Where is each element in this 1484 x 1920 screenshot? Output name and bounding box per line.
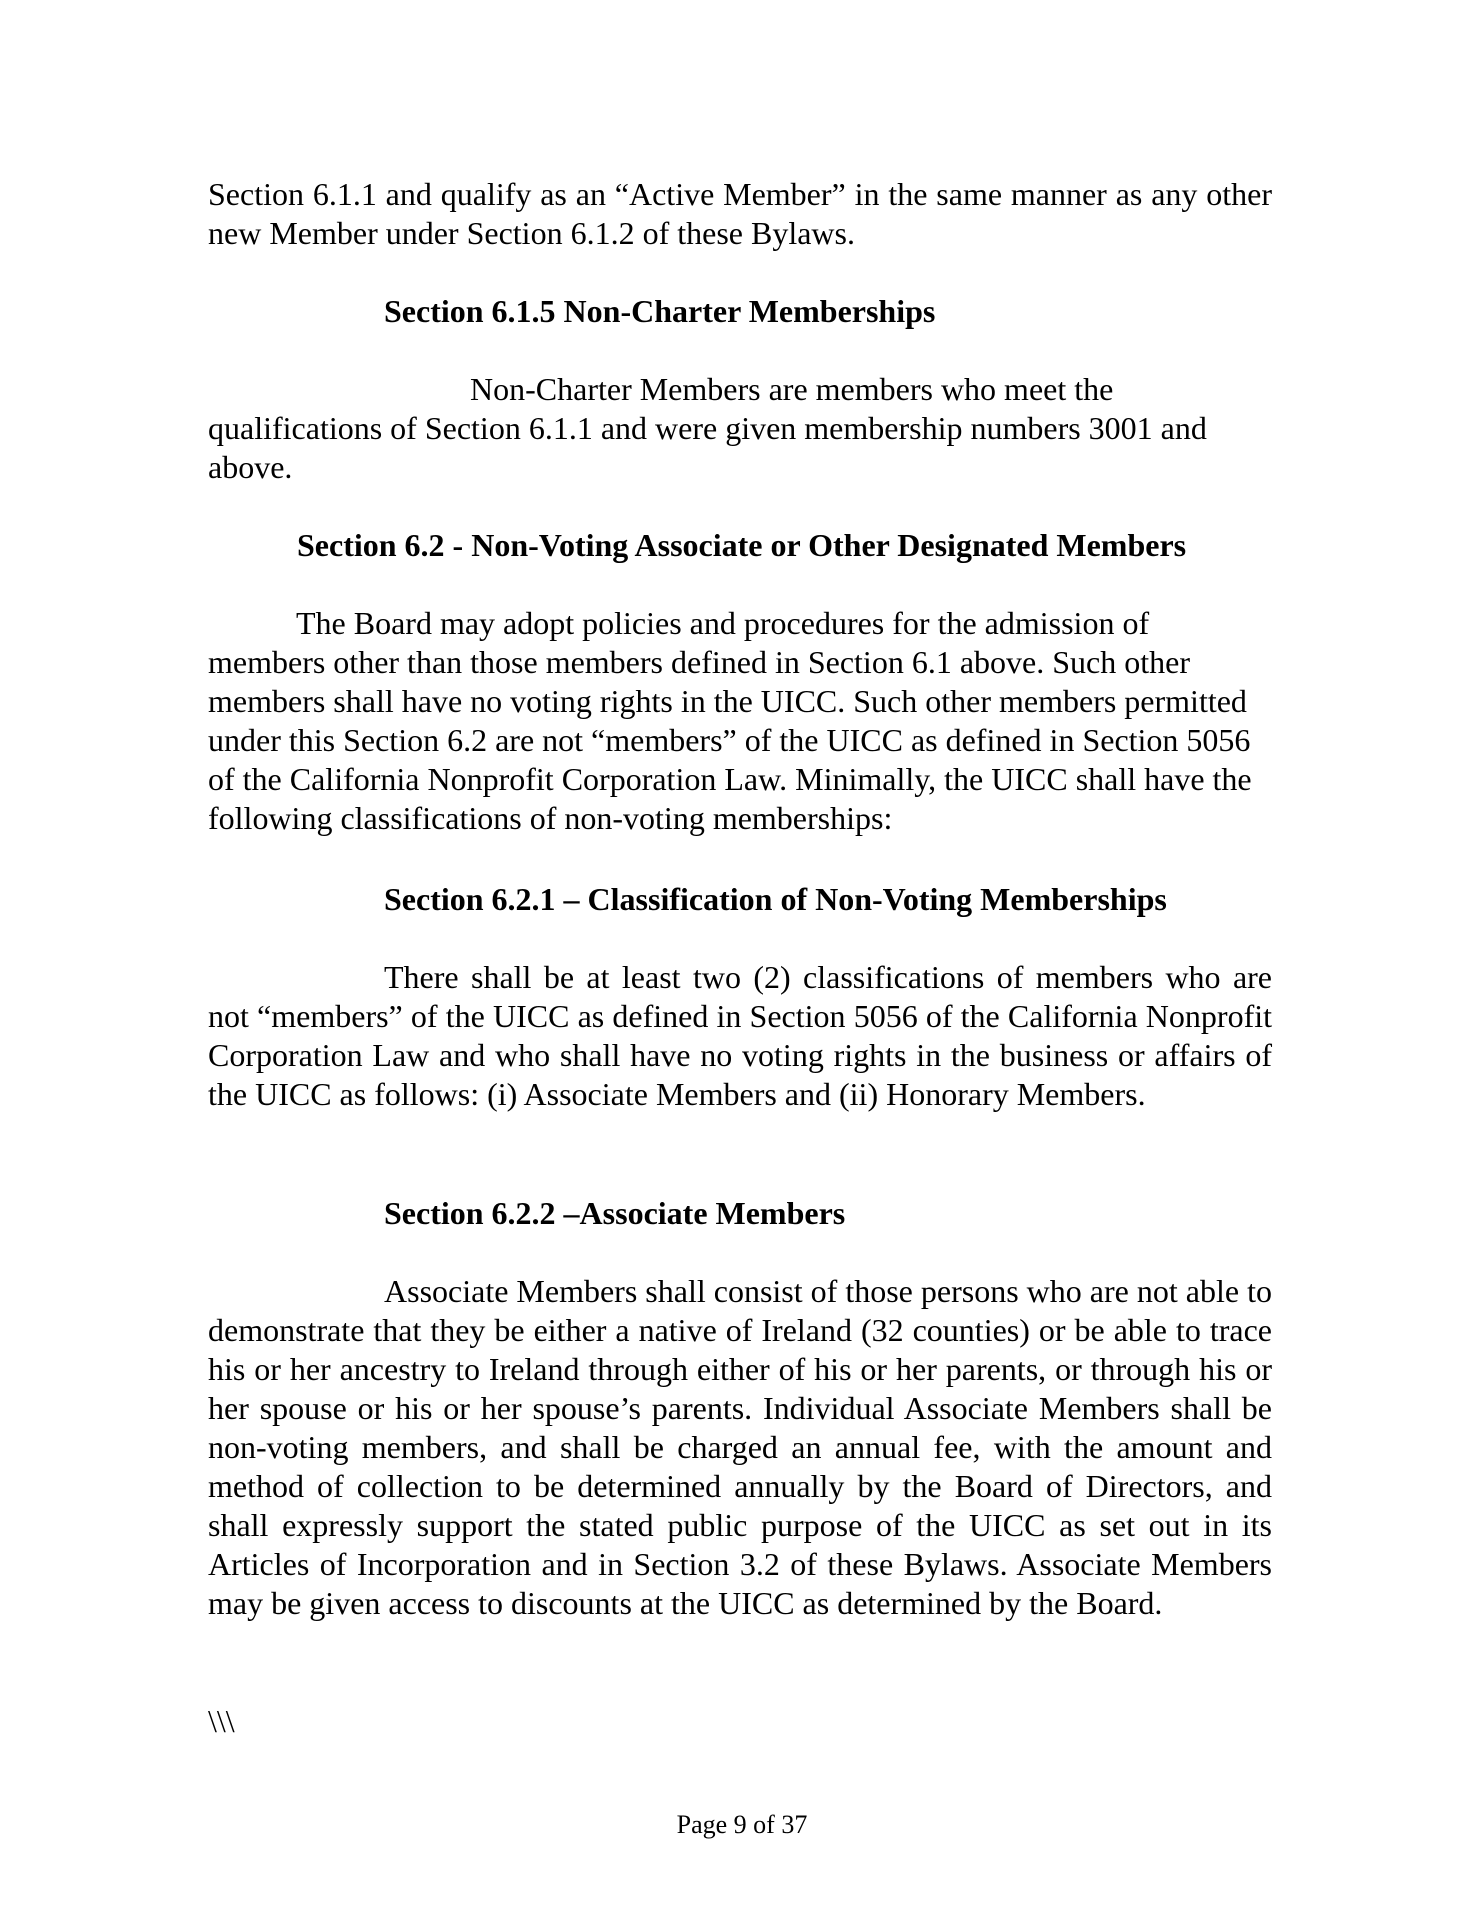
paragraph-non-charter: Non-Charter Members are members who meet the qualifications of Section 6.1.1 and were given membership numbers 3001 and above. (208, 371, 1207, 485)
paragraph-associate-members: Associate Members shall consist of those persons who are not able to demonstrate that they be either a native of Ireland (32 counties) or be able to trace his or her ancestry to Ireland through either of his or her parents, or through his or her spouse or his or her spouse’s parents. Individual Associate Members shall be non-voting members, and shall be charged an annual fee, with the amount and method of collection to be determined annually by the Board of Directors, and shall expressly support the stated public purpose of the UICC as set out in its Articles of Incorporation and in Section 3.2 of these Bylaws. Associate Members may be given access to discounts at the UICC as determined by the Board. (208, 1273, 1272, 1621)
paragraph-continuation: Section 6.1.1 and qualify as an “Active Member” in the same manner as any other new Member under Section 6.1.2 of these Bylaws. (208, 176, 1272, 251)
heading-section-6-2: Section 6.2 - Non-Voting Associate or Other Designated Members (297, 527, 1187, 563)
paragraph-non-voting: The Board may adopt policies and procedures for the admission of members other than those members defined in Section 6.1 above. Such other members shall have no voting rights in the UICC. Such other members permitted under this Section 6.2 are not “members” of the UICC as defined in Section 5056 of the California Nonprofit Corporation Law. Minimally, the UICC shall have the following classifications of non-voting memberships: (208, 605, 1252, 836)
heading-section-6-1-5: Section 6.1.5 Non-Charter Memberships (384, 293, 936, 329)
page-number: Page 9 of 37 (676, 1810, 808, 1839)
heading-section-6-2-1: Section 6.2.1 – Classification of Non-Voting Memberships (384, 881, 1167, 917)
section-mark: \\\ (208, 1703, 235, 1739)
paragraph-classifications: There shall be at least two (2) classifications of members who are not “members” of the UICC as defined in Section 5056 of the California Nonprofit Corporation Law and who shall have no voting rights in the business or affairs of the UICC as follows: (i) Associate Members and (ii) Honorary Members. (208, 959, 1272, 1112)
heading-section-6-2-2: Section 6.2.2 –Associate Members (384, 1195, 846, 1231)
